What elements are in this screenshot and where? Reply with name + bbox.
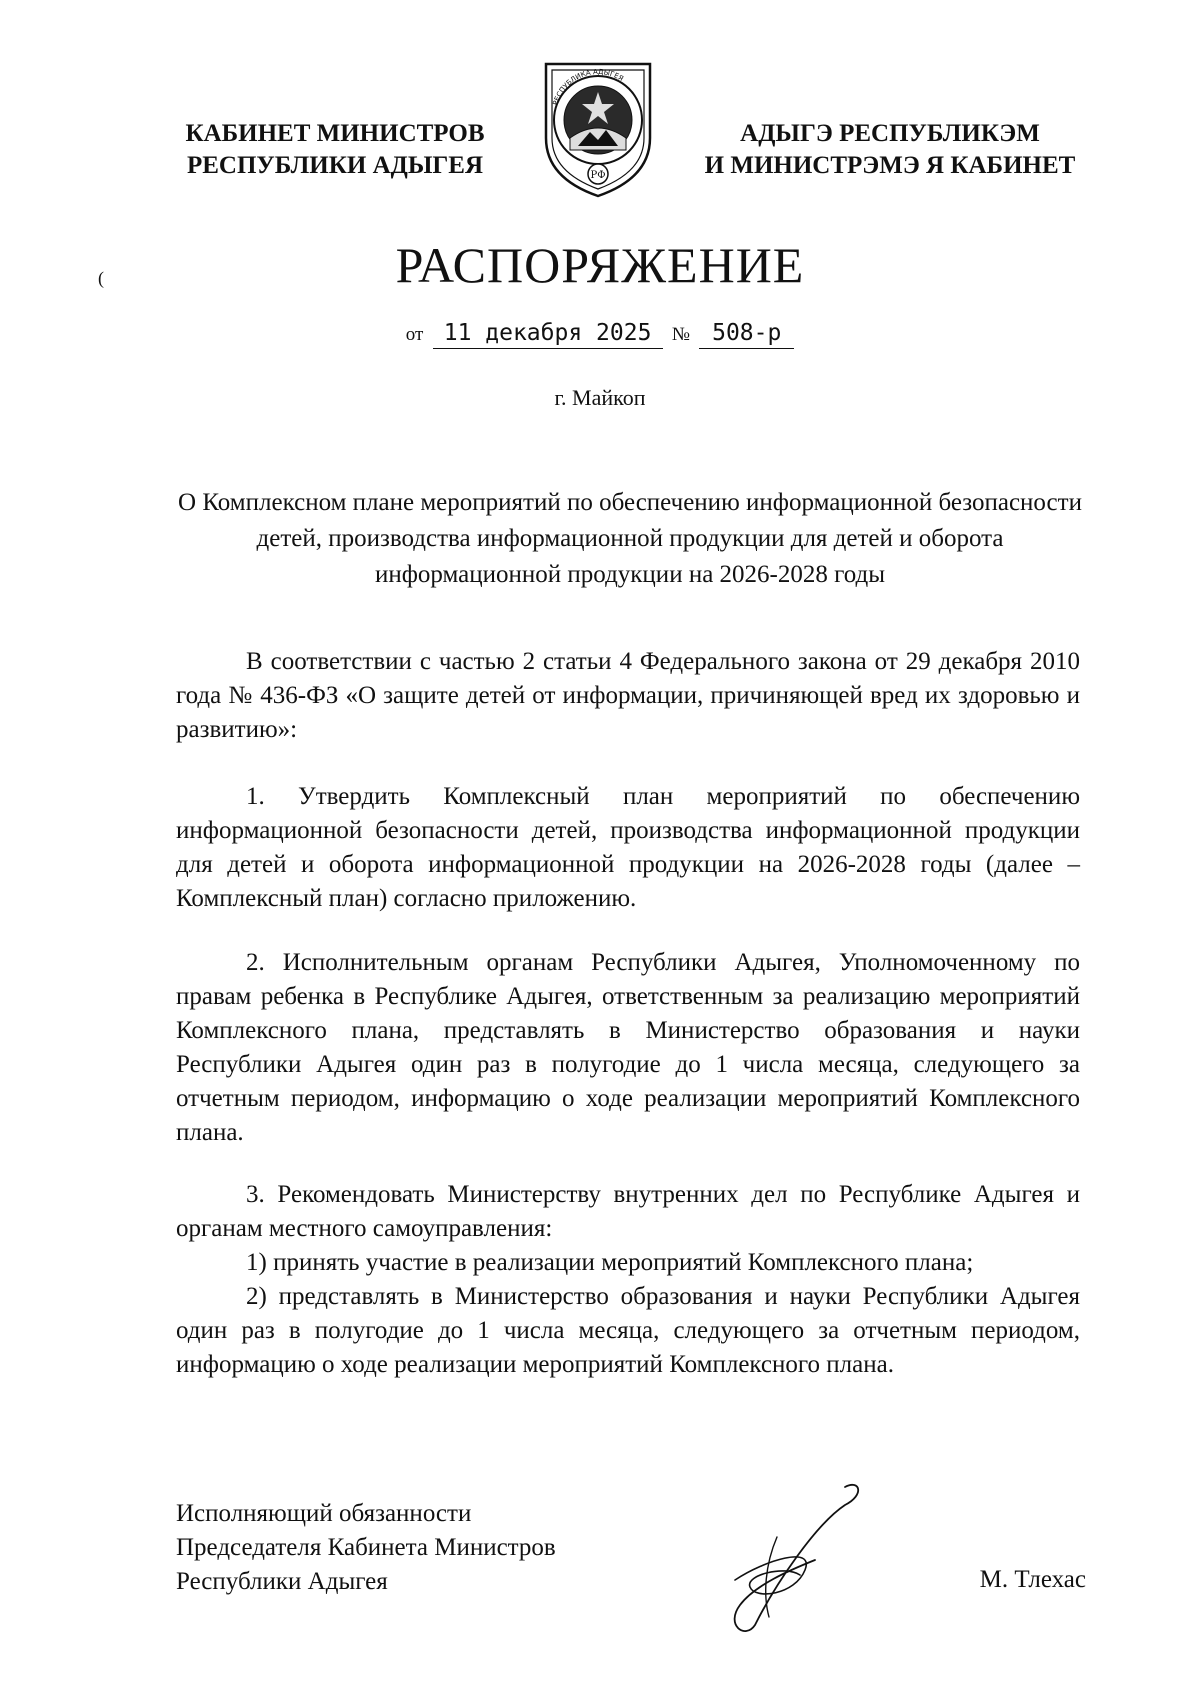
preamble: В соответствии с частью 2 статьи 4 Федерального закона от 29 декабря 2010 года № 436-ФЗ «О защите детей от информации, причиняющей вред их здоровью и развитию»: bbox=[176, 648, 1080, 743]
handwritten-signature-icon bbox=[695, 1475, 875, 1635]
document-number: 508-р bbox=[699, 318, 794, 349]
issuer-adyghe-line-1: АДЫГЭ РЕСПУБЛИКЭМ bbox=[740, 120, 1040, 147]
margin-mark: ( bbox=[98, 268, 104, 288]
issuer-line-2: РЕСПУБЛИКИ АДЫГЕЯ bbox=[186, 152, 484, 179]
clause-3-sub-2: 2) представлять в Министерство образования и науки Республики Адыгея один раз в полугодие до 1 числа месяца, следующего за отчетным периодом, информацию о ходе реализации мероприятий Комплексного плана. bbox=[176, 1283, 1080, 1378]
svg-text:РЕСПУБЛИКА АДЫГЕЯ: РЕСПУБЛИКА АДЫГЕЯ bbox=[551, 67, 625, 107]
signatory-line-2: Председателя Кабинета Министров bbox=[176, 1534, 556, 1561]
document-title: О Комплексном плане мероприятий по обеспечению информационной безопасности детей, производства информационной продукции для детей и оборота информационной продукции на 2026-2028 годы bbox=[178, 489, 1082, 588]
issuer-name-russian bbox=[170, 118, 500, 182]
document-date: 11 декабря 2025 bbox=[433, 318, 663, 349]
clause-3-sub-1: 1) принять участие в реализации мероприятий Комплексного плана; bbox=[246, 1249, 974, 1276]
signatory-line-3: Республики Адыгея bbox=[176, 1568, 388, 1595]
signatory-name: М. Тлехас bbox=[979, 1566, 1086, 1593]
signatory-position bbox=[176, 1497, 556, 1599]
clause-2: 2. Исполнительным органам Республики Адыгея, Уполномоченному по правам ребенка в Республике Адыгея, ответственным за реализацию мероприятий Комплексного плана, представлять в Министерство образования и науки Республики Адыгея один раз в полугодие до 1 числа месяца, следующего за отчетным периодом, информацию о ходе реализации мероприятий Комплексного плана. bbox=[176, 949, 1080, 1146]
issuer-line-1: КАБИНЕТ МИНИСТРОВ bbox=[185, 120, 485, 147]
date-number-row bbox=[0, 318, 1200, 349]
clause-3: 3. Рекомендовать Министерству внутренних дел по Республике Адыгея и органам местного самоуправления: bbox=[176, 1181, 1080, 1242]
document-type: РАСПОРЯЖЕНИЕ bbox=[395, 237, 805, 293]
number-prefix: № bbox=[671, 324, 690, 345]
clause-1: 1. Утвердить Комплексный план мероприятий по обеспечению информационной безопасности детей, производства информационной продукции для детей и оборота информационной продукции на 2026-2028 годы (далее – Комплексный план) согласно приложению. bbox=[176, 783, 1080, 912]
signatory-line-1: Исполняющий обязанности bbox=[176, 1500, 472, 1527]
svg-text:РФ: РФ bbox=[590, 170, 606, 181]
issuer-name-adyghe bbox=[690, 118, 1090, 182]
date-prefix: от bbox=[405, 324, 424, 345]
city: г. Майкоп bbox=[554, 385, 646, 410]
coat-of-arms-icon bbox=[538, 58, 658, 200]
issuer-adyghe-line-2: И МИНИСТРЭМЭ Я КАБИНЕТ bbox=[704, 152, 1076, 179]
